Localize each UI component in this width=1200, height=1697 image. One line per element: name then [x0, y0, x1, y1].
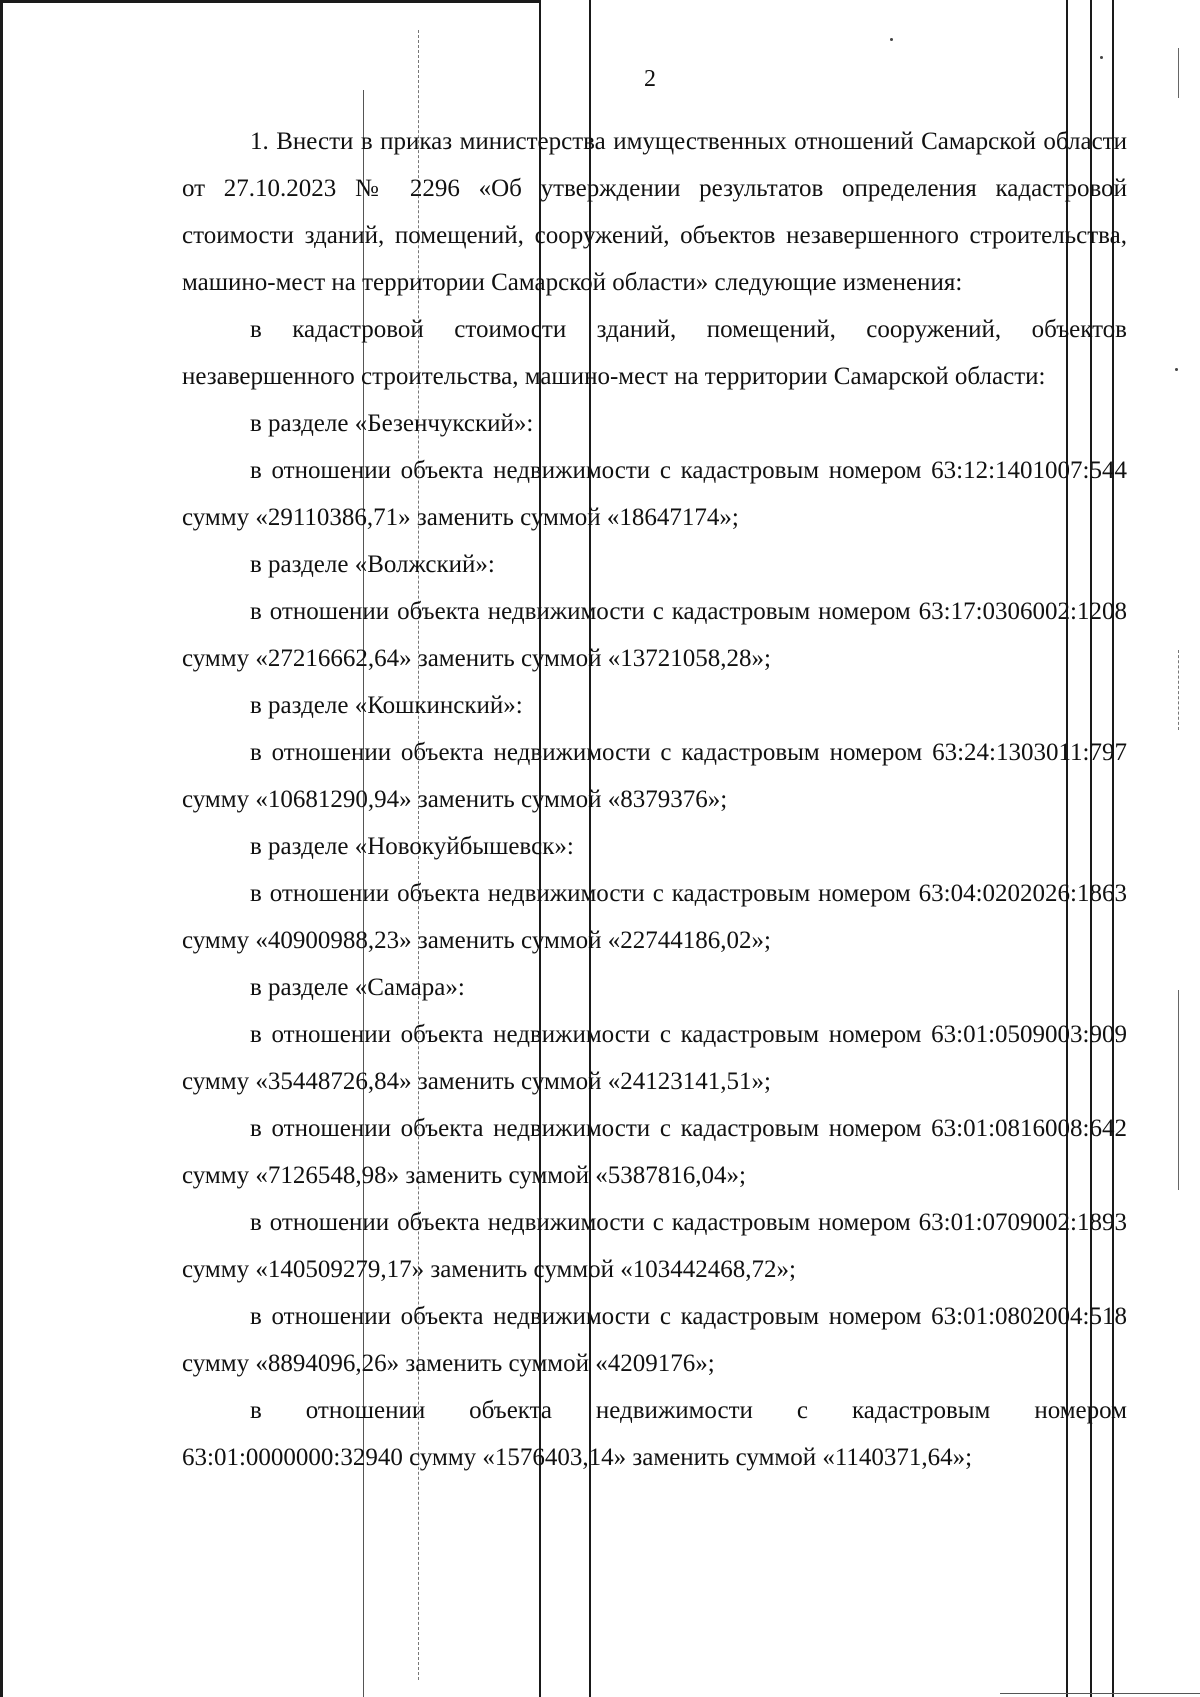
scan-speck	[890, 38, 893, 41]
document-body	[182, 118, 1127, 1481]
section-heading: в разделе «Волжский»:	[250, 551, 495, 578]
amendment-entry: в отношении объекта недвижимости с кадастровым номером 63:01:0816008:642 сумму «7126548,98» заменить суммой «5387816,04»;	[182, 1115, 1127, 1189]
amendment-entry: в отношении объекта недвижимости с кадастровым номером 63:12:1401007:544 сумму «29110386,71» заменить суммой «18647174»;	[182, 457, 1127, 531]
paragraph-cadastral-value: в кадастровой стоимости зданий, помещений, сооружений, объектов незавершенного строительства, машино-мест на территории Самарской области:	[182, 316, 1127, 390]
amendment-entry: в отношении объекта недвижимости с кадастровым номером 63:17:0306002:1208 сумму «27216662,64» заменить суммой «13721058,28»;	[182, 598, 1127, 672]
amendment-entry: в отношении объекта недвижимости с кадастровым номером 63:24:1303011:797 сумму «10681290,94» заменить суммой «8379376»;	[182, 739, 1127, 813]
amendment-entry: в отношении объекта недвижимости с кадастровым номером 63:01:0802004:518 сумму «8894096,26» заменить суммой «4209176»;	[182, 1303, 1127, 1377]
section-heading: в разделе «Самара»:	[250, 974, 465, 1001]
scan-border-left	[0, 0, 3, 1697]
section-heading: в разделе «Кошкинский»:	[250, 692, 523, 719]
section-heading: в разделе «Безенчукский»:	[250, 410, 534, 437]
scan-border-top	[0, 0, 540, 3]
page-number: 2	[644, 66, 656, 92]
amendment-entry: в отношении объекта недвижимости с кадастровым номером 63:01:0709002:1893 сумму «140509279,17» заменить суммой «103442468,72»;	[182, 1209, 1127, 1283]
scan-speck	[1175, 368, 1178, 371]
scan-line-right-2	[1178, 990, 1179, 1190]
amendment-entry: в отношении объекта недвижимости с кадастровым номером 63:01:0509003:909 сумму «35448726,84» заменить суммой «24123141,51»;	[182, 1021, 1127, 1095]
scan-border-bottom	[1000, 1693, 1200, 1694]
paragraph-amendment-intro: 1. Внести в приказ министерства имущественных отношений Самарской области от 27.10.2023 № 2296 «Об утверждении результатов определения кадастровой стоимости зданий, помещений, сооружений, объектов незавершенного строительства, машино-мест на территории Самарской области» следующие изменения:	[182, 128, 1127, 296]
amendment-entry: в отношении объекта недвижимости с кадастровым номером 63:04:0202026:1863 сумму «40900988,23» заменить суммой «22744186,02»;	[182, 880, 1127, 954]
section-heading: в разделе «Новокуйбышевск»:	[250, 833, 574, 860]
amendment-entry: в отношении объекта недвижимости с кадастровым номером 63:01:0000000:32940 сумму «1576403,14» заменить суммой «1140371,64»;	[182, 1397, 1127, 1471]
scan-dash-right	[1178, 650, 1179, 730]
scan-speck	[1100, 56, 1103, 59]
